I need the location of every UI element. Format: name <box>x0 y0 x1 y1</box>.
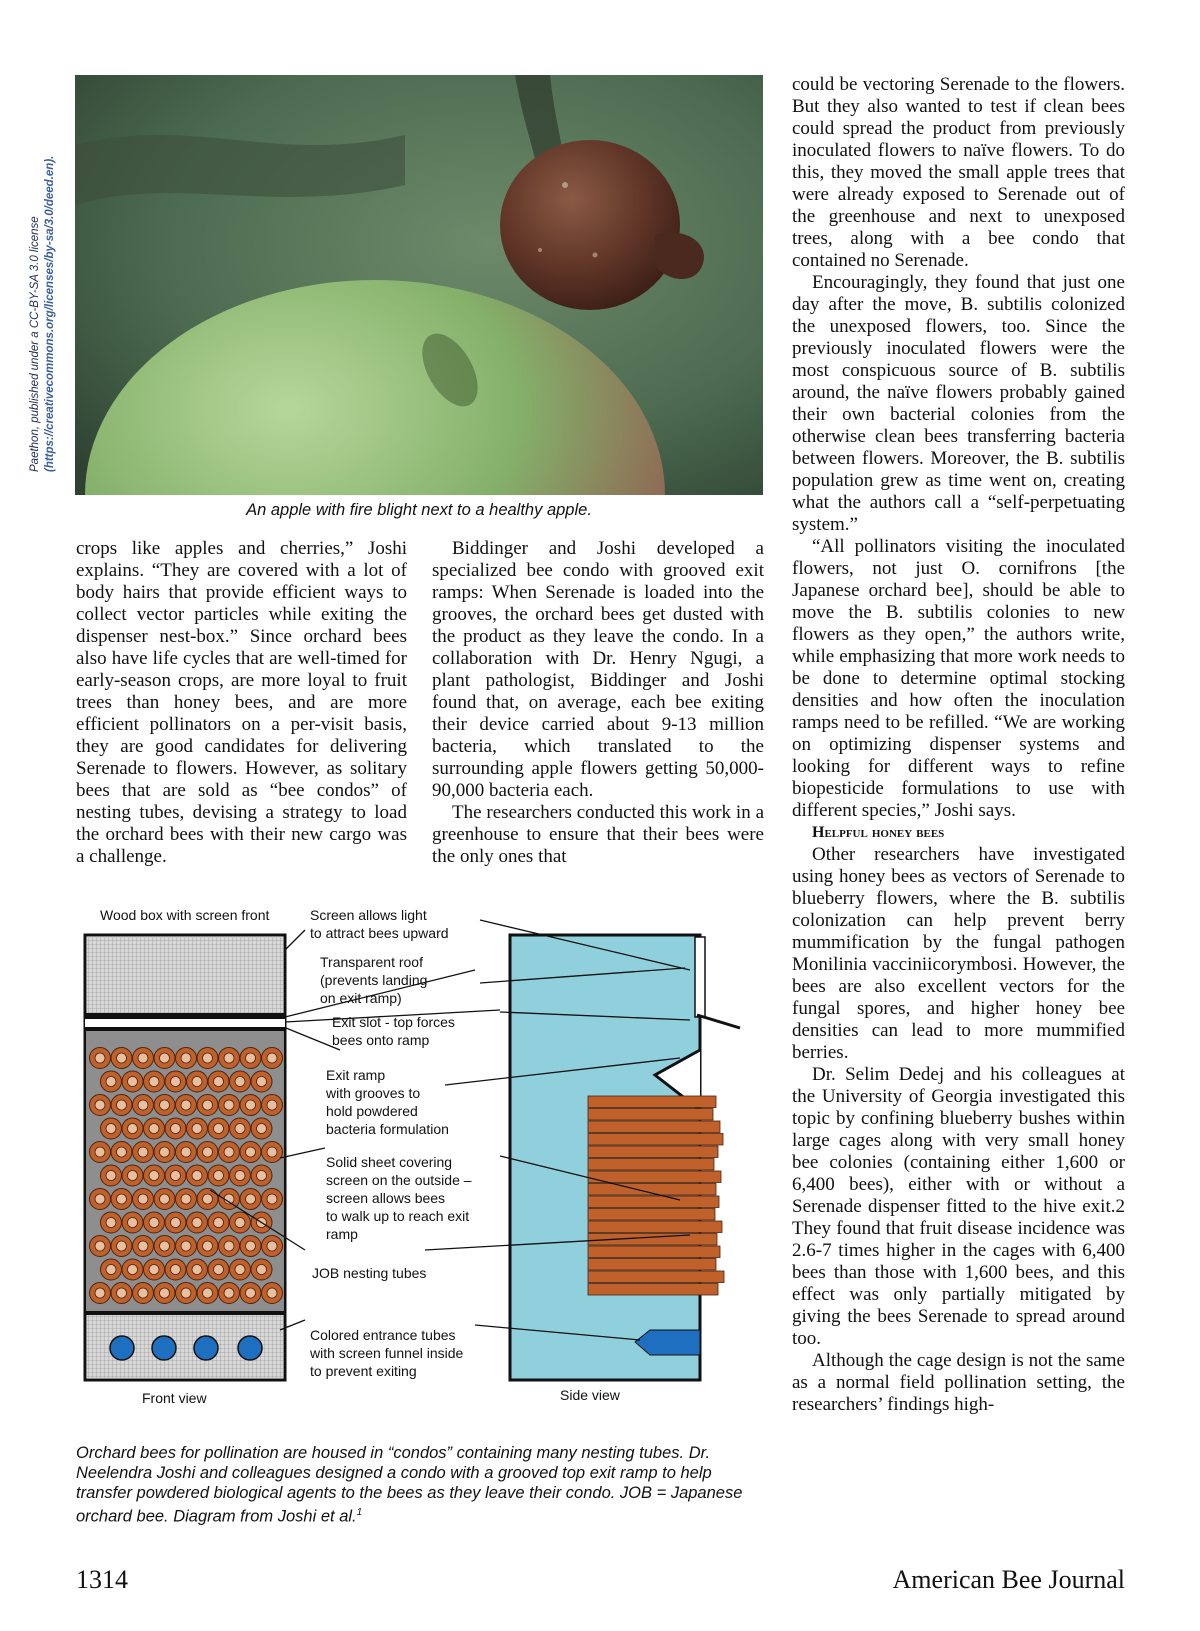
nesting-tube-hole <box>235 1124 245 1134</box>
page-number: 1314 <box>76 1565 128 1594</box>
col3-paragraph-5: Dr. Selim Dedej and his colleagues at the University of Georgia investigated this topic by confining blueberry bushes within large cages along with very small honey bee colonies (containing either 1,600 or 6,400 bees), either with or without a Serenade dispenser fitted to the hive exit.2 They found that fruit disease incidence was 2.6-7 times higher in the cages with 6,400 bees than those with 1,600 bees, and this effect was only partially mitigated by giving the bees Serenade to spread around too. <box>792 1064 1125 1349</box>
col3-paragraph-1: could be vectoring Serenade to the flowers. But they also wanted to test if clean bees could spread the product from previously inoculated flowers to naïve flowers. To do this, they moved the small apple trees that were already exposed to Serenade out of the greenhouse and next to unexposed trees, along with a bee condo that contained no Serenade. <box>792 74 1125 271</box>
label-tubes: JOB nesting tubes <box>312 1265 427 1281</box>
nesting-tube-hole <box>171 1077 181 1087</box>
nesting-tube-hole <box>128 1124 138 1134</box>
photo-caption: An apple with fire blight next to a healthy apple. <box>246 501 592 519</box>
nesting-tube-hole <box>214 1124 224 1134</box>
column-2 <box>432 538 764 868</box>
nesting-tube-hole <box>160 1147 170 1157</box>
nesting-tube-hole <box>192 1218 202 1228</box>
nesting-tube-hole <box>246 1147 256 1157</box>
nesting-tube-hole <box>246 1100 256 1110</box>
column-1 <box>76 538 407 868</box>
side-tube <box>588 1271 724 1283</box>
nesting-tube-hole <box>203 1194 213 1204</box>
label-entrance-2: with screen funnel inside <box>310 1345 464 1361</box>
nesting-tube-hole <box>106 1124 116 1134</box>
nesting-tube-hole <box>95 1147 105 1157</box>
nesting-tube-hole <box>117 1288 127 1298</box>
nesting-tube-hole <box>246 1288 256 1298</box>
nesting-tube-hole <box>257 1124 267 1134</box>
col3-paragraph-4: Other researchers have investigated using honey bees as vectors of Serenade to blueberry flowers, where the B. subtilis colonization can help prevent berry mummification by the fungal pathogen Monilinia vacciniicorymbosi. However, the bees are also excellent vectors for the fungal spores, and higher honey bee densities can lead to more mummified berries. <box>792 844 1125 1063</box>
side-tube <box>588 1246 720 1258</box>
nesting-tube-hole <box>128 1171 138 1181</box>
apple-photo <box>75 75 763 495</box>
nesting-tube-hole <box>149 1171 159 1181</box>
nesting-tube-hole <box>214 1171 224 1181</box>
col3-paragraph-2: Encouragingly, they found that just one day after the move, B. subtilis colonized the unexposed flowers, too. Since the previously inoculated flowers were the most conspicuous source of B. subtilis around, the naïve flowers probably gained their own bacterial colonies from the otherwise clean bees transferring bacteria between flowers. Moreover, the B. subtilis population grew as time went on, creating what the authors call a “self-perpetuating system.” <box>792 272 1125 535</box>
label-side-view: Side view <box>560 1387 620 1403</box>
photo-credit <box>28 72 62 472</box>
side-tube <box>588 1209 715 1221</box>
nesting-tube-hole <box>95 1053 105 1063</box>
side-tube <box>588 1159 714 1171</box>
nesting-tube-hole <box>128 1218 138 1228</box>
label-wood-box: Wood box with screen front <box>100 907 270 923</box>
nesting-tube-hole <box>267 1288 277 1298</box>
col2-paragraph-2: The researchers conducted this work in a greenhouse to ensure that their bees were the only ones that <box>432 802 764 867</box>
side-tube <box>588 1146 718 1158</box>
nesting-tube-hole <box>246 1194 256 1204</box>
nesting-tube-hole <box>128 1265 138 1275</box>
nesting-tube-hole <box>224 1241 234 1251</box>
nesting-tube-hole <box>106 1218 116 1228</box>
nesting-tube-hole <box>160 1053 170 1063</box>
nesting-tube-hole <box>214 1265 224 1275</box>
nesting-tube-hole <box>117 1100 127 1110</box>
side-tube <box>588 1284 718 1296</box>
col3-paragraph-6: Although the cage design is not the same as a normal field pollination setting, the researchers’ findings high- <box>792 1350 1125 1415</box>
nesting-tube-hole <box>203 1288 213 1298</box>
col2-paragraph-1: Biddinger and Joshi developed a specialized bee condo with grooved exit ramps: When Serenade is loaded into the grooves, the orchard bees get dusted with the product as they leave the condo. In a collaboration with Dr. Henry Ngugi, a plant pathologist, Biddinger and Joshi found that, on average, each bee exiting their device carried about 9-13 million bacteria, which translated to the surrounding apple flowers getting 50,000-90,000 bacteria each. <box>432 538 764 801</box>
nesting-tube-hole <box>138 1288 148 1298</box>
side-tube <box>588 1121 720 1133</box>
nesting-tube-hole <box>117 1194 127 1204</box>
nesting-tube-hole <box>257 1265 267 1275</box>
nesting-tube-hole <box>192 1124 202 1134</box>
label-roof-3: on exit ramp) <box>320 990 402 1006</box>
nesting-tube-hole <box>192 1077 202 1087</box>
nesting-tube-hole <box>203 1241 213 1251</box>
nesting-tube-hole <box>106 1077 116 1087</box>
nesting-tube-hole <box>181 1288 191 1298</box>
journal-name: American Bee Journal <box>892 1565 1125 1594</box>
label-sheet-3: screen allows bees <box>326 1190 446 1206</box>
label-slot-1: Exit slot - top forces <box>332 1014 455 1030</box>
nesting-tube-hole <box>181 1053 191 1063</box>
nesting-tube-hole <box>117 1053 127 1063</box>
nesting-tube-hole <box>160 1241 170 1251</box>
side-tube <box>588 1196 719 1208</box>
nesting-tube-hole <box>246 1241 256 1251</box>
nesting-tube-hole <box>160 1194 170 1204</box>
nesting-tube-hole <box>117 1147 127 1157</box>
nesting-tube-hole <box>235 1265 245 1275</box>
nesting-tube-hole <box>160 1100 170 1110</box>
label-roof-2: (prevents landing <box>320 972 428 988</box>
label-screen-light-1: Screen allows light <box>310 907 427 923</box>
nesting-tube-hole <box>138 1053 148 1063</box>
nesting-tube-hole <box>117 1241 127 1251</box>
label-sheet-4: to walk up to reach exit <box>326 1208 470 1224</box>
nesting-tube-hole <box>95 1194 105 1204</box>
nesting-tube-hole <box>149 1077 159 1087</box>
nesting-tube-hole <box>235 1218 245 1228</box>
side-tube <box>588 1259 716 1271</box>
label-sheet-5: ramp <box>326 1226 358 1242</box>
front-view-box <box>85 935 285 1380</box>
label-ramp-3: hold powdered <box>326 1103 418 1119</box>
nesting-tube-hole <box>257 1171 267 1181</box>
bee-condo-diagram <box>80 900 770 1440</box>
label-screen-light-2: to attract bees upward <box>310 925 449 941</box>
nesting-tube-hole <box>181 1147 191 1157</box>
side-view-box <box>510 935 740 1380</box>
col3-paragraph-3: “All pollinators visiting the inoculated flowers, not just O. cornifrons [the Japanese orchard bee], should be able to move the B. subtilis colonies to new flowers as they open,” the authors write, while emphasizing that more work needs to be done to determine optimal stocking densities and how often the inoculation ramps need to be refilled. “We are working on optimizing dispenser systems and looking for different ways to refine biopesticide formulations to use with different species,” Joshi says. <box>792 536 1125 821</box>
label-ramp-4: bacteria formulation <box>326 1121 449 1137</box>
photo-credit-line1: Paethon, published under a CC-BY-SA 3.0 license <box>29 216 41 472</box>
nesting-tube-hole <box>128 1077 138 1087</box>
nesting-tube-hole <box>267 1053 277 1063</box>
entrance-tube <box>152 1336 176 1360</box>
nesting-tube-hole <box>138 1100 148 1110</box>
diagram-caption-ref: 1 <box>356 1507 363 1518</box>
nesting-tube-hole <box>203 1053 213 1063</box>
label-ramp-1: Exit ramp <box>326 1067 386 1083</box>
entrance-tube <box>238 1336 262 1360</box>
nesting-tube-hole <box>203 1147 213 1157</box>
nesting-tube-hole <box>246 1053 256 1063</box>
photo-credit-url: (https://creativecommons.org/licenses/by-sa/3.0/deed.en). <box>44 155 56 472</box>
side-tube <box>588 1096 716 1108</box>
nesting-tube-hole <box>95 1288 105 1298</box>
label-slot-2: bees onto ramp <box>332 1032 430 1048</box>
nesting-tube-hole <box>214 1077 224 1087</box>
nesting-tube-hole <box>106 1265 116 1275</box>
label-front-view: Front view <box>142 1390 207 1406</box>
nesting-tube-hole <box>267 1194 277 1204</box>
diagram-caption <box>76 1443 766 1527</box>
col1-paragraph: crops like apples and cherries,” Joshi explains. “They are covered with a lot of body hairs that provide efficient ways to collect vector particles while exiting the dispenser nest-box.” Since orchard bees also have life cycles that are well-timed for early-season crops, are more loyal to fruit trees than honey bees, and are more efficient pollinators on a per-visit basis, they are good candidates for delivering Serenade to flowers. However, as solitary bees that are sold as “bee condos” of nesting tubes, devising a strategy to load the orchard bees with their new cargo was a challenge. <box>76 538 407 867</box>
nesting-tube-hole <box>171 1265 181 1275</box>
nesting-tube-hole <box>267 1100 277 1110</box>
nesting-tube-hole <box>224 1147 234 1157</box>
nesting-tube-hole <box>171 1171 181 1181</box>
nesting-tube-hole <box>149 1265 159 1275</box>
nesting-tube-hole <box>267 1241 277 1251</box>
label-roof-1: Transparent roof <box>320 954 423 970</box>
nesting-tube-hole <box>224 1100 234 1110</box>
label-entrance-1: Colored entrance tubes <box>310 1327 456 1343</box>
nesting-tube-hole <box>149 1124 159 1134</box>
entrance-tube <box>194 1336 218 1360</box>
diagram-caption-text: Orchard bees for pollination are housed in “condos” containing many nesting tubes. Dr. Neelendra Joshi and colleagues designed a condo with a grooved top exit ramp to help transfer powdered biological agents to the bees as they leave their condo. JOB = Japanese orchard bee. Diagram from Joshi et al. <box>76 1444 743 1526</box>
nesting-tube-hole <box>224 1053 234 1063</box>
label-ramp-2: with grooves to <box>326 1085 421 1101</box>
nesting-tube-hole <box>95 1241 105 1251</box>
nesting-tube-hole <box>192 1265 202 1275</box>
nesting-tube-hole <box>224 1288 234 1298</box>
nesting-tube-hole <box>160 1288 170 1298</box>
entrance-tube <box>110 1336 134 1360</box>
nesting-tube-hole <box>138 1194 148 1204</box>
nesting-tube-hole <box>171 1124 181 1134</box>
section-heading: Helpful honey bees <box>812 824 945 841</box>
label-sheet-1: Solid sheet covering <box>326 1154 453 1170</box>
label-sheet-2: screen on the outside – <box>326 1172 472 1188</box>
nesting-tube-hole <box>171 1218 181 1228</box>
side-tube <box>588 1134 723 1146</box>
label-entrance-3: to prevent exiting <box>310 1363 417 1379</box>
nesting-tube-hole <box>203 1100 213 1110</box>
column-3 <box>792 74 1125 1416</box>
nesting-tube-hole <box>138 1241 148 1251</box>
nesting-tube-hole <box>257 1077 267 1087</box>
nesting-tube-hole <box>95 1100 105 1110</box>
nesting-tube-hole <box>235 1171 245 1181</box>
nesting-tube-hole <box>138 1147 148 1157</box>
nesting-tube-hole <box>149 1218 159 1228</box>
nesting-tube-hole <box>181 1241 191 1251</box>
side-tube <box>588 1221 722 1233</box>
nesting-tube-hole <box>192 1171 202 1181</box>
nesting-tube-hole <box>106 1171 116 1181</box>
side-tube <box>588 1171 721 1183</box>
nesting-tube-hole <box>214 1218 224 1228</box>
nesting-tube-hole <box>181 1100 191 1110</box>
side-tube <box>588 1109 713 1121</box>
nesting-tube-hole <box>235 1077 245 1087</box>
nesting-tube-hole <box>267 1147 277 1157</box>
nesting-tube-hole <box>181 1194 191 1204</box>
